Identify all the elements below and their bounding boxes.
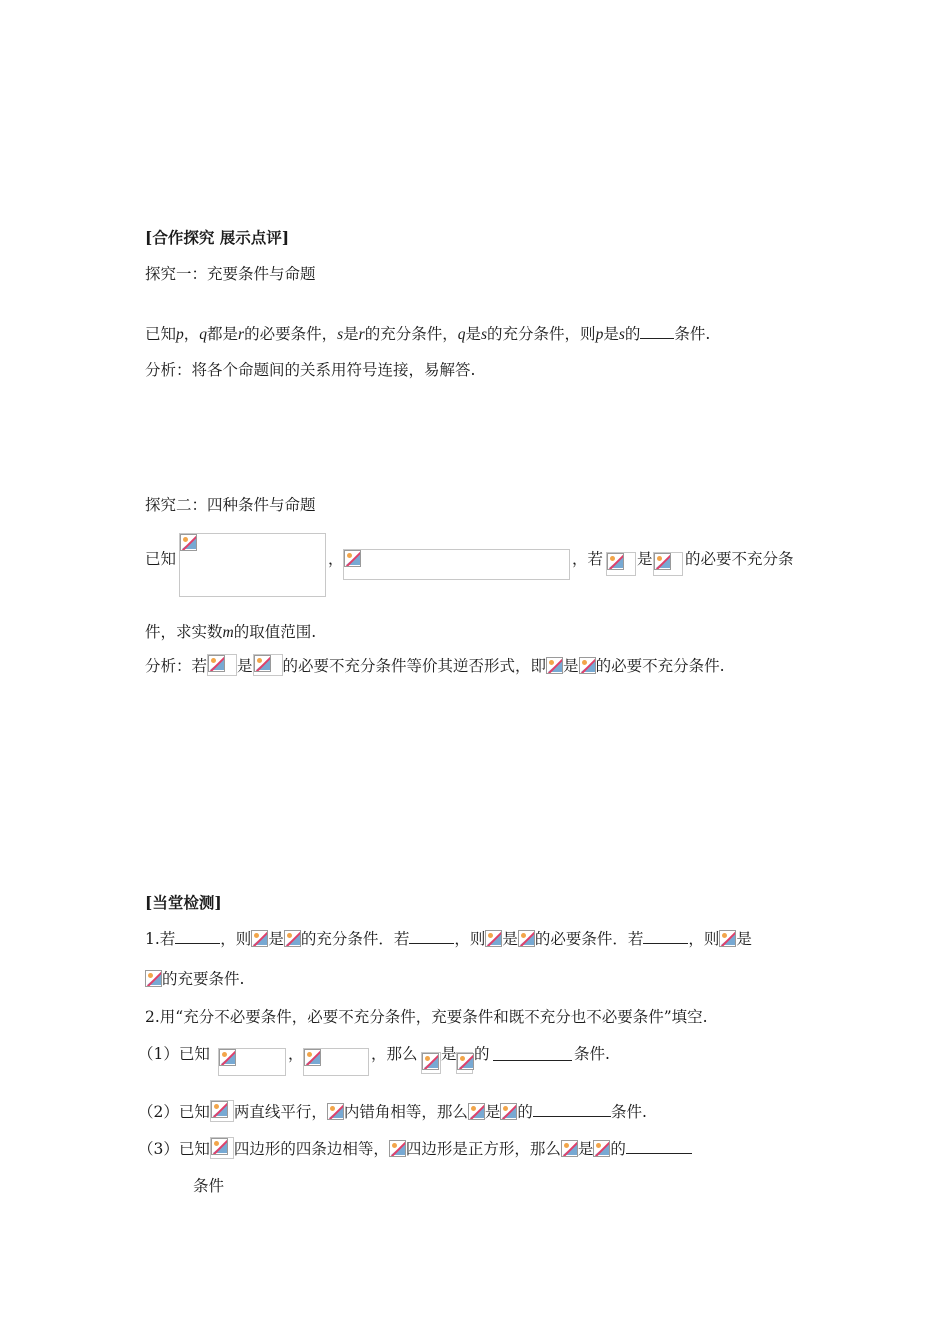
answer-blank[interactable] xyxy=(409,927,454,944)
text: 是 xyxy=(484,1103,501,1121)
text: ，则 xyxy=(220,930,252,948)
text: 的 xyxy=(517,1103,533,1121)
formula-image-icon xyxy=(593,1140,610,1157)
text: 是 xyxy=(603,325,619,343)
text: 是 xyxy=(343,325,359,343)
text: 已知 xyxy=(145,550,177,568)
text: 1.若 xyxy=(145,930,176,948)
text: 是 xyxy=(637,550,653,568)
formula-image-icon xyxy=(518,930,535,947)
answer-blank[interactable] xyxy=(175,927,220,944)
text: 的取值范围. xyxy=(233,623,317,641)
broken-image-icon xyxy=(422,1053,439,1070)
broken-image-icon xyxy=(180,534,197,551)
answer-blank[interactable] xyxy=(533,1100,611,1117)
formula-image-set-q xyxy=(343,549,570,580)
text: 是 xyxy=(441,1045,457,1063)
text: 条件. xyxy=(674,325,711,343)
text: 的充分条件，则 xyxy=(487,325,596,343)
text: 条件. xyxy=(574,1045,610,1063)
formula-image-not-p xyxy=(606,552,636,576)
question-2-sub-3 xyxy=(138,1137,692,1161)
formula-image-icon xyxy=(327,1103,344,1120)
formula-image-icon xyxy=(145,970,162,987)
broken-image-icon xyxy=(457,1053,474,1070)
var-p: p xyxy=(595,326,604,343)
formula-image xyxy=(207,654,237,676)
var-p: p xyxy=(176,326,184,343)
var-s: s xyxy=(618,326,625,343)
answer-blank[interactable] xyxy=(493,1044,572,1061)
formula-image-icon xyxy=(389,1140,406,1157)
text: 是 xyxy=(502,930,518,948)
explore-2-title: 探究二：四种条件与命题 xyxy=(145,496,316,514)
question-1-line2 xyxy=(145,967,244,991)
section-heading-cooperative: [合作探究 展示点评] xyxy=(145,228,290,247)
text: 件，求实数 xyxy=(145,623,223,641)
broken-image-icon xyxy=(211,1101,228,1118)
broken-image-icon xyxy=(654,553,671,570)
explore-2-question-line2 xyxy=(145,620,316,645)
text: 是 xyxy=(465,325,481,343)
section-heading-check: [当堂检测] xyxy=(145,893,222,912)
text: 的必要条件．若 xyxy=(534,930,644,948)
text: 内错角相等，那么 xyxy=(343,1103,468,1121)
explore-1-analysis: 分析：将各个命题间的关系用符号连接，易解答. xyxy=(145,361,476,379)
question-2-intro: 2.用“充分不必要条件，必要不充分条件，充要条件和既不充分也不必要条件”填空. xyxy=(145,1008,708,1026)
answer-blank[interactable] xyxy=(626,1137,692,1154)
formula-image-icon xyxy=(719,930,736,947)
formula-image-set-p xyxy=(179,533,326,597)
text: 是 xyxy=(563,657,579,675)
question-2-sub-2 xyxy=(138,1100,647,1124)
answer-blank[interactable] xyxy=(640,322,674,339)
text: ， xyxy=(328,550,344,568)
text: 两直线平行， xyxy=(233,1103,327,1121)
broken-image-icon xyxy=(208,655,225,672)
text: 是 xyxy=(237,657,253,675)
formula-image xyxy=(253,654,283,676)
question-1-line1 xyxy=(145,927,752,951)
text: ， xyxy=(183,325,200,343)
text: 的充分条件， xyxy=(364,325,458,343)
broken-image-icon xyxy=(304,1049,321,1066)
text: 是 xyxy=(577,1140,594,1158)
text: 四边形的四条边相等， xyxy=(233,1140,389,1158)
text: 条件. xyxy=(610,1103,647,1121)
text: ，若 xyxy=(572,550,604,568)
explore-1-question xyxy=(145,322,710,347)
formula-image xyxy=(456,1052,473,1074)
text: ，那么 xyxy=(371,1045,418,1063)
formula-image-icon xyxy=(500,1103,517,1120)
text: 是 xyxy=(268,930,284,948)
explore-2-analysis xyxy=(145,654,725,678)
formula-image-icon xyxy=(485,930,502,947)
text: 的充要条件. xyxy=(162,970,245,988)
var-q: q xyxy=(457,326,466,343)
formula-image-icon xyxy=(546,657,563,674)
text: 都是 xyxy=(207,325,239,343)
text: 的必要条件， xyxy=(244,325,338,343)
text: 是 xyxy=(736,930,752,948)
text: 的必要不充分条 xyxy=(685,550,794,568)
var-s: s xyxy=(337,326,344,343)
formula-image-not-q xyxy=(653,552,683,576)
text: 的必要不充分条件. xyxy=(595,657,725,675)
text: 的充分条件．若 xyxy=(300,930,410,948)
var-s: s xyxy=(481,326,488,343)
text: 的必要不充分条件等价其逆否形式，即 xyxy=(282,657,547,675)
var-q: q xyxy=(199,326,208,343)
formula-image xyxy=(210,1100,234,1122)
text: ，则 xyxy=(688,930,720,948)
var-m: m xyxy=(222,624,234,641)
formula-image-icon xyxy=(561,1140,578,1157)
formula-image-icon xyxy=(468,1103,485,1120)
broken-image-icon xyxy=(219,1049,236,1066)
formula-image-icon xyxy=(284,930,301,947)
text: 的 xyxy=(610,1140,626,1158)
broken-image-icon xyxy=(254,655,271,672)
text: （1）已知 xyxy=(138,1045,210,1063)
formula-image xyxy=(303,1048,369,1076)
formula-image xyxy=(218,1048,286,1076)
broken-image-icon xyxy=(211,1138,228,1155)
broken-image-icon xyxy=(344,550,361,567)
formula-image-icon xyxy=(251,930,268,947)
text: 的 xyxy=(474,1045,490,1063)
explore-1-title: 探究一：充要条件与命题 xyxy=(145,265,316,283)
formula-image xyxy=(421,1052,441,1074)
text: （2）已知 xyxy=(138,1103,210,1121)
text: ， xyxy=(288,1045,304,1063)
answer-blank[interactable] xyxy=(643,927,688,944)
text: ，则 xyxy=(454,930,486,948)
text: 已知 xyxy=(145,325,177,343)
formula-image-icon xyxy=(579,657,596,674)
question-2-sub-3-cont: 条件 xyxy=(193,1177,225,1195)
var-r: r xyxy=(238,326,245,343)
formula-image xyxy=(210,1137,234,1159)
text: 的 xyxy=(624,325,641,343)
text: 分析：若 xyxy=(145,657,208,675)
text: （3）已知 xyxy=(138,1140,210,1158)
broken-image-icon xyxy=(607,553,624,570)
text: 四边形是正方形，那么 xyxy=(405,1140,561,1158)
var-r: r xyxy=(358,326,365,343)
